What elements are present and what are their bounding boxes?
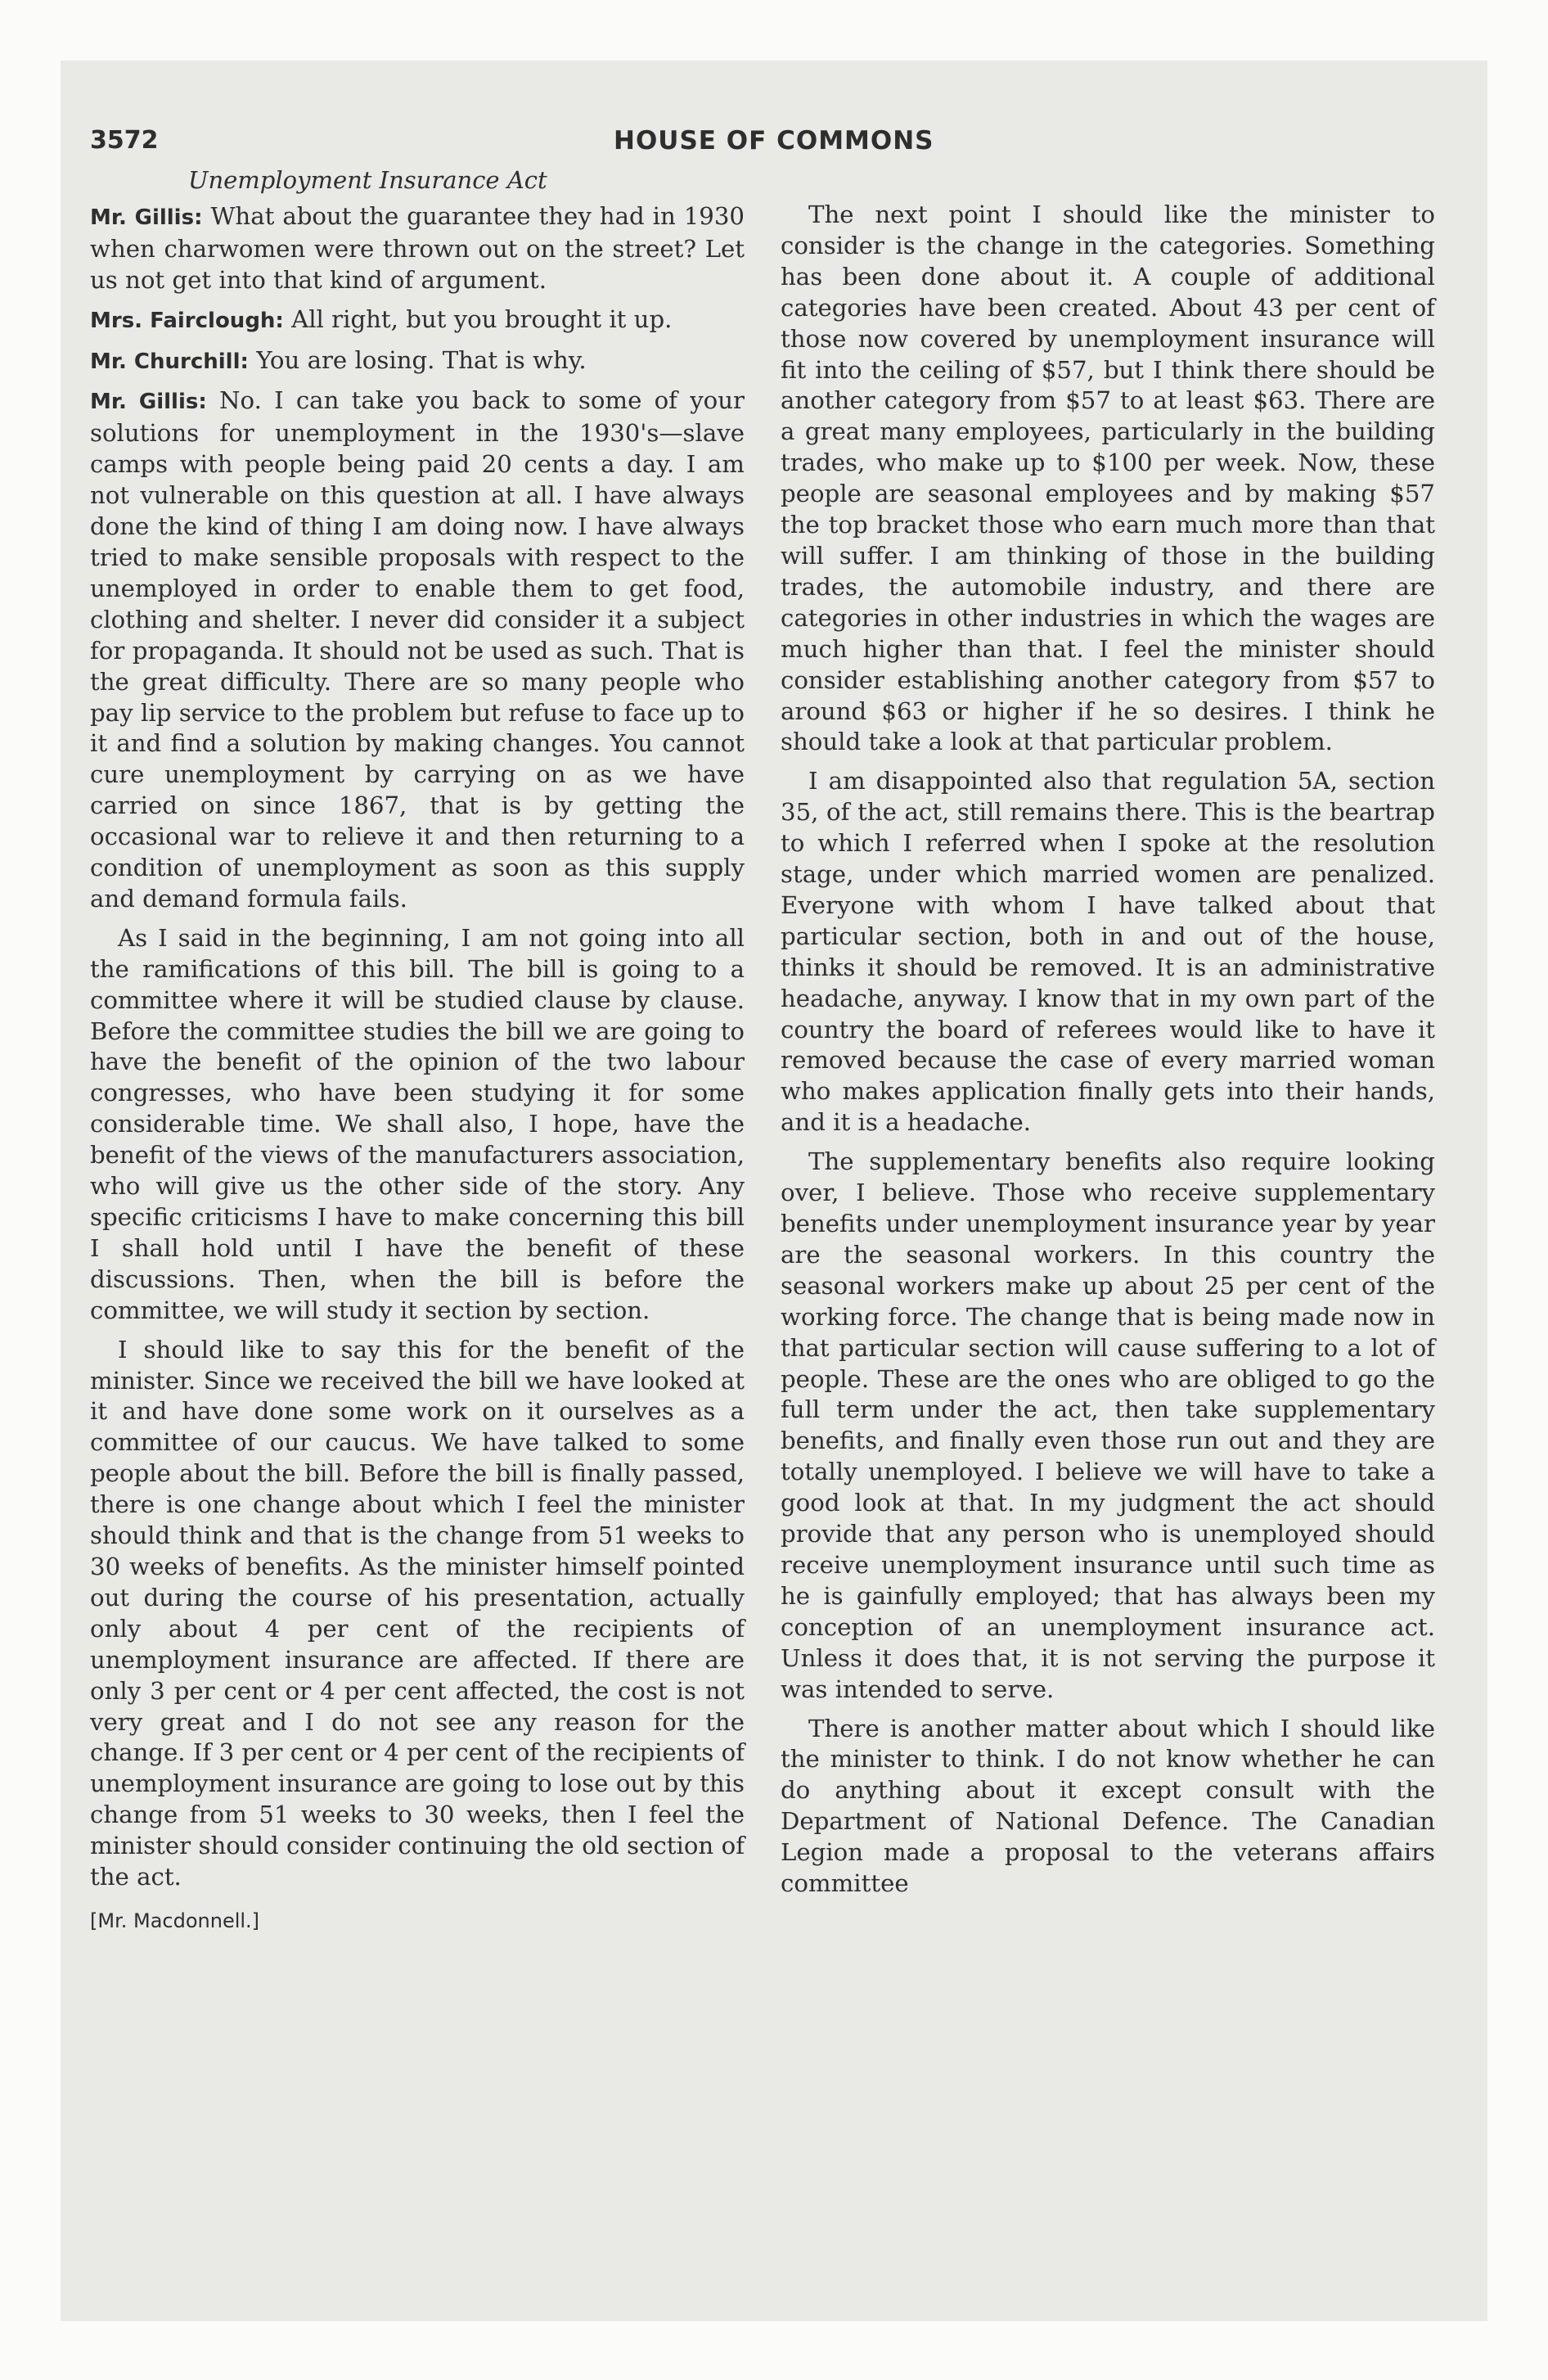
body-paragraph: I am disappointed also that regulation 5A, section 35, of the act, still remains there. This is the beartrap to which I referred when I spoke at the resolution stage, under which married women are penalized. Everyone with whom I have talked about that particular section, both in and out of the house, thinks it should be removed. It is an administrative headache, anyway. I know that in my own part of the country the board of referees would like to have it removed because the case of every married woman who makes application finally gets into their hands, and it is a headache. [781,767,1435,1137]
speech-text: What about the guarantee they had in 1930 when charwomen were thrown out on the street? Let us not get into that kind of argument. [90,201,745,294]
page-title: HOUSE OF COMMONS [614,126,934,156]
section-subheading: Unemployment Insurance Act [188,166,547,194]
speaker-name: Mr. Gillis: [90,205,203,230]
speech-paragraph [90,345,745,378]
speech-paragraph [90,385,745,914]
page-scan [61,61,1487,2321]
speech-paragraph [90,201,745,296]
speech-paragraph [90,304,745,337]
right-column [781,200,1435,1908]
speech-text: You are losing. That is why. [256,345,587,374]
speech-text: No. I can take you back to some of your solutions for unemployment in the 1930's—slave camps with people being paid 20 cents a day. I am not vulnerable on this question at all. I have always done the kind of thing I am doing now. I have always tried to make sensible proposals with respect to the unemployed in order to enable them to get food, clothing and shelter. I never did consider it a subject for propaganda. It should not be used as such. That is the great difficulty. There are so many people who pay lip service to the problem but refuse to face up to it and find a solution by making changes. You cannot cure unemployment by carrying on as we have carried on since 1867, that is by getting the occasional war to relieve it and then returning to a condition of unemployment as soon as this supply and demand formula fails. [90,386,745,913]
body-paragraph: I should like to say this for the benefit of the minister. Since we received the bill we have looked at it and have done some work on it ourselves as a committee of our caucus. We have talked to some people about the bill. Before the bill is finally passed, there is one change about which I feel the minister should think and that is the change from 51 weeks to 30 weeks of benefits. As the minister himself pointed out during the course of his presentation, actually only about 4 per cent of the recipients of unemployment insurance are affected. If there are only 3 per cent or 4 per cent affected, the cost is not very great and I do not see any reason for the change. If 3 per cent or 4 per cent of the recipients of unemployment insurance are going to lose out by this change from 51 weeks to 30 weeks, then I feel the minister should consider continuing the old section of the act. [90,1335,745,1891]
left-column [90,165,745,1945]
speaker-name: Mr. Gillis: [90,390,207,415]
page-header [90,126,965,162]
body-paragraph: As I said in the beginning, I am not going into all the ramifications of this bill. The bill is going to a committee where it will be studied clause by clause. Before the committee studies the bill we are going to have the benefit of the opinion of the two labour congresses, who have been studying it for some considerable time. We shall also, I hope, have the benefit of the views of the manufacturers association, who will give us the other side of the story. Any specific criticisms I have to make concerning this bill I shall hold until I have the benefit of these discussions. Then, when the bill is before the committee, we will study it section by section. [90,923,745,1324]
body-paragraph: The next point I should like the minister to consider is the change in the categories. Something has been done about it. A couple of additional categories have been created. About 43 per cent of those now covered by unemployment insurance will fit into the ceiling of $57, but I think there should be another category from $57 to at least $63. There are a great many employees, particularly in the building trades, who make up to $100 per week. Now, these people are seasonal employees and by making $57 the top bracket those who earn much more than that will suffer. I am thinking of those in the building trades, the automobile industry, and there are categories in other industries in which the wages are much higher than that. I feel the minister should consider establishing another category from $57 to around $63 or higher if he so desires. I think he should take a look at that particular problem. [781,201,1435,756]
body-paragraph: There is another matter about which I should like the minister to think. I do not know whether he can do anything about it except consult with the Department of National Defence. The Canadian Legion made a proposal to the veterans affairs committee [781,1714,1435,1898]
speaker-name: Mr. Churchill: [90,349,249,374]
page-number: 3572 [90,126,159,155]
speaker-footnote: [Mr. Macdonnell.] [90,1909,260,1932]
speaker-name: Mrs. Fairclough: [90,308,284,333]
speech-text: All right, but you brought it up. [291,304,673,333]
body-paragraph: The supplementary benefits also require looking over, I believe. Those who receive supplementary benefits under unemployment insurance year by year are the seasonal workers. In this country the seasonal workers make up about 25 per cent of the working force. The change that is being made now in that particular section will cause suffering to a lot of people. These are the ones who are obliged to go the full term under the act, then take supplementary benefits, and finally even those run out and they are totally unemployed. I believe we will have to take a good look at that. In my judgment the act should provide that any person who is unemployed should receive unemployment insurance until such time as he is gainfully employed; that has always been my conception of an unemployment insurance act. Unless it does that, it is not serving the purpose it was intended to serve. [781,1147,1435,1703]
